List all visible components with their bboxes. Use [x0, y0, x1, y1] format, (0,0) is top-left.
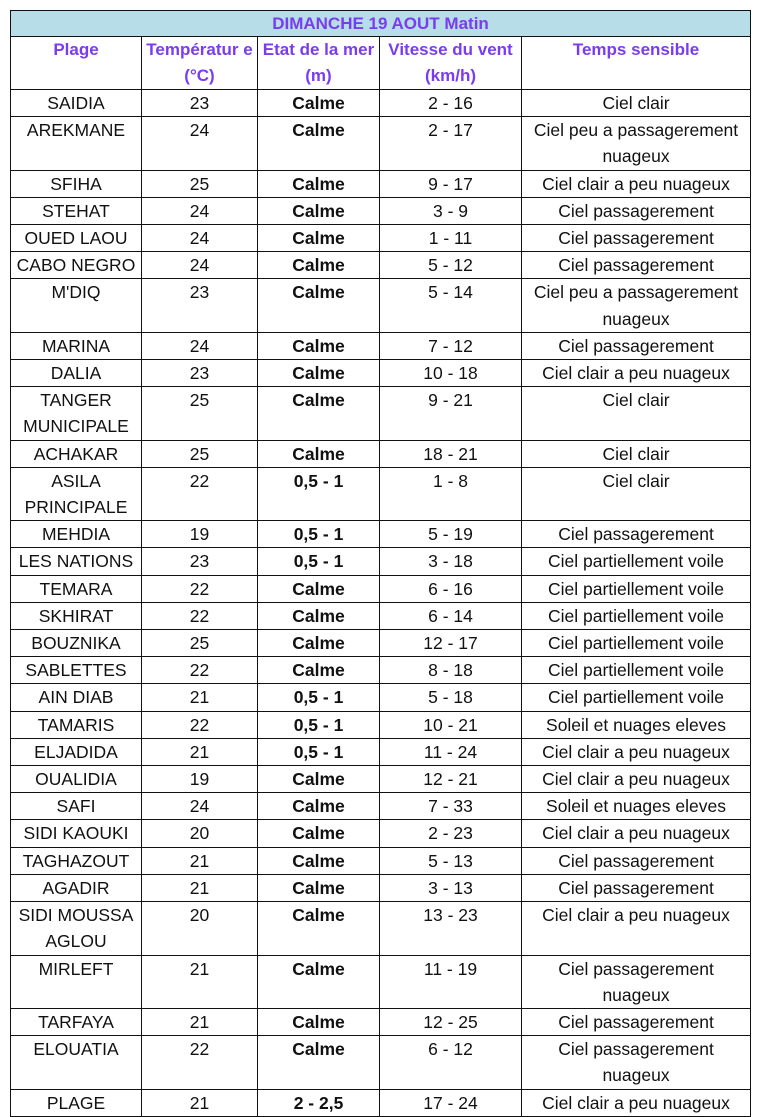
- cell-sea-state: Calme: [258, 197, 380, 224]
- cell-plage: TAGHAZOUT: [11, 847, 142, 874]
- table-row: [11, 225, 751, 252]
- cell-temperature: 21: [142, 874, 258, 901]
- cell-sea-state: Calme: [258, 955, 380, 1008]
- cell-weather: Ciel passagerement: [522, 252, 751, 279]
- cell-wind-speed: 1 - 8: [380, 467, 522, 520]
- cell-weather: Ciel partiellement voile: [522, 548, 751, 575]
- cell-wind-speed: 2 - 23: [380, 820, 522, 847]
- cell-temperature: 22: [142, 575, 258, 602]
- cell-wind-speed: 11 - 19: [380, 955, 522, 1008]
- cell-temperature: 25: [142, 440, 258, 467]
- table-row: [11, 711, 751, 738]
- cell-temperature: 21: [142, 955, 258, 1008]
- beach-forecast-sheet: [10, 10, 750, 1117]
- cell-temperature: 21: [142, 1089, 258, 1116]
- cell-weather: Ciel clair: [522, 90, 751, 117]
- cell-wind-speed: 9 - 21: [380, 387, 522, 440]
- header-weather: Temps sensible: [522, 37, 751, 90]
- cell-plage: MEHDIA: [11, 521, 142, 548]
- cell-temperature: 24: [142, 252, 258, 279]
- cell-weather: Ciel partiellement voile: [522, 630, 751, 657]
- cell-sea-state: Calme: [258, 1008, 380, 1035]
- cell-sea-state: 0,5 - 1: [258, 711, 380, 738]
- cell-plage: MIRLEFT: [11, 955, 142, 1008]
- cell-plage: CABO NEGRO: [11, 252, 142, 279]
- table-row: [11, 684, 751, 711]
- cell-temperature: 24: [142, 225, 258, 252]
- cell-plage: SABLETTES: [11, 657, 142, 684]
- cell-sea-state: Calme: [258, 630, 380, 657]
- cell-plage: OUALIDIA: [11, 766, 142, 793]
- cell-weather: Ciel clair a peu nuageux: [522, 1089, 751, 1116]
- cell-weather: Ciel passagerement nuageux: [522, 1036, 751, 1089]
- table-row: [11, 575, 751, 602]
- cell-sea-state: Calme: [258, 117, 380, 170]
- cell-weather: Ciel partiellement voile: [522, 657, 751, 684]
- cell-wind-speed: 5 - 13: [380, 847, 522, 874]
- cell-plage: ELJADIDA: [11, 738, 142, 765]
- cell-plage: TAMARIS: [11, 711, 142, 738]
- cell-sea-state: Calme: [258, 820, 380, 847]
- cell-temperature: 24: [142, 197, 258, 224]
- cell-temperature: 22: [142, 657, 258, 684]
- cell-sea-state: Calme: [258, 252, 380, 279]
- cell-sea-state: Calme: [258, 279, 380, 332]
- cell-plage: TANGER MUNICIPALE: [11, 387, 142, 440]
- cell-weather: Ciel clair a peu nuageux: [522, 738, 751, 765]
- table-row: [11, 252, 751, 279]
- cell-plage: BOUZNIKA: [11, 630, 142, 657]
- cell-wind-speed: 3 - 13: [380, 874, 522, 901]
- cell-plage: PLAGE: [11, 1089, 142, 1116]
- cell-wind-speed: 2 - 16: [380, 90, 522, 117]
- cell-wind-speed: 9 - 17: [380, 170, 522, 197]
- table-row: [11, 630, 751, 657]
- cell-sea-state: Calme: [258, 766, 380, 793]
- cell-temperature: 22: [142, 1036, 258, 1089]
- table-row: [11, 387, 751, 440]
- table-row: [11, 902, 751, 955]
- header-temperature: Températur e (°C): [142, 37, 258, 90]
- cell-wind-speed: 7 - 12: [380, 332, 522, 359]
- cell-plage: SIDI KAOUKI: [11, 820, 142, 847]
- cell-wind-speed: 7 - 33: [380, 793, 522, 820]
- cell-weather: Ciel partiellement voile: [522, 602, 751, 629]
- cell-weather: Ciel clair: [522, 440, 751, 467]
- cell-sea-state: Calme: [258, 332, 380, 359]
- cell-plage: SAFI: [11, 793, 142, 820]
- cell-sea-state: Calme: [258, 602, 380, 629]
- cell-weather: Ciel passagerement: [522, 847, 751, 874]
- cell-weather: Ciel partiellement voile: [522, 575, 751, 602]
- cell-plage: ELOUATIA: [11, 1036, 142, 1089]
- table-row: [11, 820, 751, 847]
- cell-weather: Ciel passagerement: [522, 521, 751, 548]
- cell-wind-speed: 12 - 25: [380, 1008, 522, 1035]
- cell-temperature: 22: [142, 711, 258, 738]
- table-row: [11, 332, 751, 359]
- table-row: [11, 1036, 751, 1089]
- cell-plage: TEMARA: [11, 575, 142, 602]
- cell-plage: OUED LAOU: [11, 225, 142, 252]
- cell-temperature: 20: [142, 820, 258, 847]
- cell-wind-speed: 5 - 18: [380, 684, 522, 711]
- table-row: [11, 1008, 751, 1035]
- cell-plage: DALIA: [11, 360, 142, 387]
- table-row: [11, 847, 751, 874]
- cell-temperature: 25: [142, 387, 258, 440]
- cell-temperature: 21: [142, 847, 258, 874]
- cell-sea-state: Calme: [258, 1036, 380, 1089]
- cell-temperature: 21: [142, 684, 258, 711]
- header-wind-speed: Vitesse du vent (km/h): [380, 37, 522, 90]
- cell-temperature: 24: [142, 793, 258, 820]
- cell-temperature: 23: [142, 548, 258, 575]
- cell-sea-state: Calme: [258, 360, 380, 387]
- cell-plage: SKHIRAT: [11, 602, 142, 629]
- cell-sea-state: Calme: [258, 170, 380, 197]
- cell-weather: Soleil et nuages eleves: [522, 711, 751, 738]
- cell-weather: Ciel clair a peu nuageux: [522, 820, 751, 847]
- table-row: [11, 548, 751, 575]
- table-row: [11, 170, 751, 197]
- cell-weather: Ciel peu a passagerement nuageux: [522, 117, 751, 170]
- cell-temperature: 25: [142, 630, 258, 657]
- cell-sea-state: 0,5 - 1: [258, 548, 380, 575]
- cell-wind-speed: 12 - 17: [380, 630, 522, 657]
- cell-plage: STEHAT: [11, 197, 142, 224]
- cell-sea-state: 2 - 2,5: [258, 1089, 380, 1116]
- table-row: [11, 440, 751, 467]
- cell-plage: M'DIQ: [11, 279, 142, 332]
- cell-weather: Ciel clair a peu nuageux: [522, 360, 751, 387]
- table-body: [11, 90, 751, 1117]
- cell-temperature: 23: [142, 360, 258, 387]
- cell-temperature: 22: [142, 467, 258, 520]
- cell-wind-speed: 1 - 11: [380, 225, 522, 252]
- cell-plage: MARINA: [11, 332, 142, 359]
- cell-weather: Ciel partiellement voile: [522, 684, 751, 711]
- cell-sea-state: 0,5 - 1: [258, 684, 380, 711]
- cell-weather: Ciel clair a peu nuageux: [522, 766, 751, 793]
- table-row: [11, 90, 751, 117]
- cell-sea-state: Calme: [258, 874, 380, 901]
- table-row: [11, 602, 751, 629]
- cell-wind-speed: 6 - 16: [380, 575, 522, 602]
- cell-wind-speed: 3 - 18: [380, 548, 522, 575]
- cell-plage: SAIDIA: [11, 90, 142, 117]
- table-row: [11, 279, 751, 332]
- cell-plage: AREKMANE: [11, 117, 142, 170]
- cell-sea-state: Calme: [258, 847, 380, 874]
- table-row: [11, 955, 751, 1008]
- cell-plage: LES NATIONS: [11, 548, 142, 575]
- cell-sea-state: Calme: [258, 793, 380, 820]
- cell-wind-speed: 12 - 21: [380, 766, 522, 793]
- cell-plage: AIN DIAB: [11, 684, 142, 711]
- cell-wind-speed: 5 - 19: [380, 521, 522, 548]
- cell-sea-state: Calme: [258, 90, 380, 117]
- table-row: [11, 657, 751, 684]
- cell-temperature: 25: [142, 170, 258, 197]
- table-row: [11, 521, 751, 548]
- cell-plage: TARFAYA: [11, 1008, 142, 1035]
- cell-plage: SFIHA: [11, 170, 142, 197]
- cell-sea-state: Calme: [258, 657, 380, 684]
- table-title: DIMANCHE 19 AOUT Matin: [11, 11, 751, 37]
- cell-wind-speed: 18 - 21: [380, 440, 522, 467]
- cell-wind-speed: 6 - 14: [380, 602, 522, 629]
- cell-plage: ACHAKAR: [11, 440, 142, 467]
- cell-temperature: 24: [142, 117, 258, 170]
- cell-wind-speed: 3 - 9: [380, 197, 522, 224]
- table-row: [11, 874, 751, 901]
- table-row: [11, 467, 751, 520]
- cell-sea-state: Calme: [258, 387, 380, 440]
- cell-wind-speed: 6 - 12: [380, 1036, 522, 1089]
- cell-plage: ASILA PRINCIPALE: [11, 467, 142, 520]
- cell-wind-speed: 8 - 18: [380, 657, 522, 684]
- cell-wind-speed: 5 - 14: [380, 279, 522, 332]
- cell-sea-state: 0,5 - 1: [258, 521, 380, 548]
- cell-temperature: 23: [142, 90, 258, 117]
- cell-temperature: 20: [142, 902, 258, 955]
- cell-weather: Ciel clair: [522, 467, 751, 520]
- header-sea-state: Etat de la mer (m): [258, 37, 380, 90]
- cell-weather: Ciel passagerement: [522, 332, 751, 359]
- cell-temperature: 23: [142, 279, 258, 332]
- cell-sea-state: Calme: [258, 575, 380, 602]
- table-row: [11, 738, 751, 765]
- cell-weather: Ciel passagerement: [522, 1008, 751, 1035]
- cell-sea-state: Calme: [258, 440, 380, 467]
- header-plage: Plage: [11, 37, 142, 90]
- cell-weather: Ciel peu a passagerement nuageux: [522, 279, 751, 332]
- table-row: [11, 197, 751, 224]
- cell-temperature: 24: [142, 332, 258, 359]
- cell-weather: Ciel passagerement nuageux: [522, 955, 751, 1008]
- cell-sea-state: Calme: [258, 902, 380, 955]
- cell-temperature: 19: [142, 521, 258, 548]
- cell-sea-state: 0,5 - 1: [258, 467, 380, 520]
- cell-temperature: 19: [142, 766, 258, 793]
- table-row: [11, 1089, 751, 1116]
- cell-weather: Ciel clair a peu nuageux: [522, 902, 751, 955]
- cell-sea-state: 0,5 - 1: [258, 738, 380, 765]
- cell-weather: Ciel clair a peu nuageux: [522, 170, 751, 197]
- cell-sea-state: Calme: [258, 225, 380, 252]
- cell-plage: SIDI MOUSSA AGLOU: [11, 902, 142, 955]
- cell-wind-speed: 10 - 18: [380, 360, 522, 387]
- table-row: [11, 360, 751, 387]
- cell-weather: Ciel clair: [522, 387, 751, 440]
- cell-weather: Ciel passagerement: [522, 197, 751, 224]
- table-row: [11, 117, 751, 170]
- cell-weather: Soleil et nuages eleves: [522, 793, 751, 820]
- beach-forecast-table: [10, 10, 751, 1117]
- table-row: [11, 793, 751, 820]
- cell-temperature: 22: [142, 602, 258, 629]
- cell-wind-speed: 11 - 24: [380, 738, 522, 765]
- cell-plage: AGADIR: [11, 874, 142, 901]
- cell-temperature: 21: [142, 1008, 258, 1035]
- cell-wind-speed: 5 - 12: [380, 252, 522, 279]
- cell-temperature: 21: [142, 738, 258, 765]
- table-row: [11, 766, 751, 793]
- cell-weather: Ciel passagerement: [522, 874, 751, 901]
- cell-wind-speed: 17 - 24: [380, 1089, 522, 1116]
- cell-wind-speed: 10 - 21: [380, 711, 522, 738]
- cell-wind-speed: 13 - 23: [380, 902, 522, 955]
- cell-weather: Ciel passagerement: [522, 225, 751, 252]
- cell-wind-speed: 2 - 17: [380, 117, 522, 170]
